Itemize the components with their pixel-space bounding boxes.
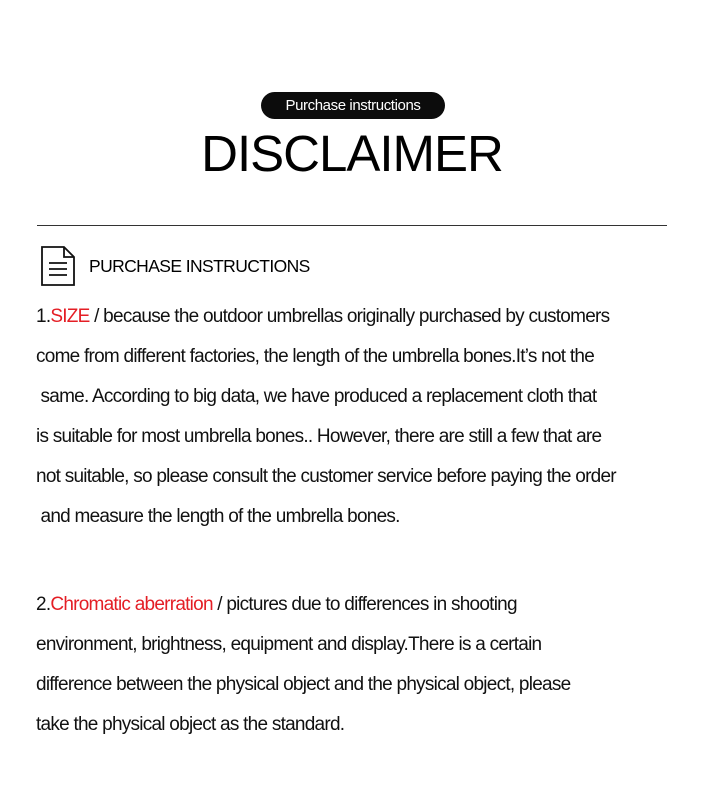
paragraph-line [36,297,696,337]
paragraph-line: not suitable, so please consult the customer service before paying the order [36,466,616,487]
item-keyword: SIZE [50,306,90,327]
section-heading: PURCHASE INSTRUCTIONS [89,256,310,276]
paragraph-line: take the physical object as the standard. [36,714,345,735]
instruction-item-chromatic-aberration [36,585,696,745]
item-keyword: Chromatic aberration [50,594,213,615]
document-icon [40,245,78,287]
paragraph-line: same. According to big data, we have produced a replacement cloth that [36,386,597,407]
divider [37,225,667,226]
purchase-instructions-badge [261,92,445,119]
paragraph-line: difference between the physical object and the physical object, please [36,674,571,695]
badge-label: Purchase instructions [285,97,421,114]
paragraph-line: environment, brightness, equipment and display.There is a certain [36,634,542,655]
paragraph-line: and measure the length of the umbrella bones. [36,506,400,527]
instruction-item-size [36,297,696,537]
paragraph-line: come from different factories, the length of the umbrella bones.It’s not the [36,346,595,367]
paragraph-line: is suitable for most umbrella bones.. However, there are still a few that are [36,426,602,447]
item-text: / because the outdoor umbrellas originally purchased by customers [89,306,610,327]
item-number: 1. [36,306,51,327]
item-number: 2. [36,594,51,615]
item-text: / pictures due to differences in shooting [212,594,517,615]
page-title: DISCLAIMER [201,125,503,182]
paragraph-line [36,585,696,625]
